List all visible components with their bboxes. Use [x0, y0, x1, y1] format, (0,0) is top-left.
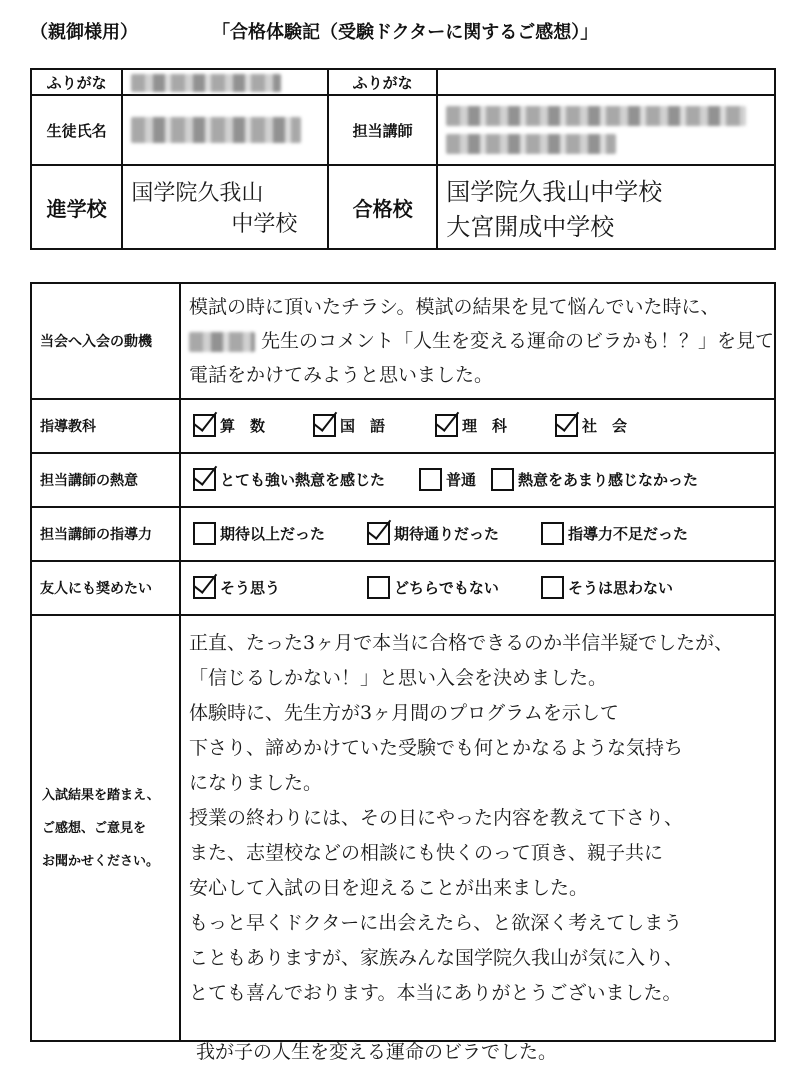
student-furigana-value [122, 69, 328, 95]
subject-option-social[interactable]: 社 会 [555, 414, 627, 437]
subjects-options [180, 399, 775, 453]
enthusiasm-option-normal[interactable]: 普通 [419, 468, 476, 491]
subjects-label: 指導教科 [31, 399, 180, 453]
enthusiasm-option-strong[interactable]: とても強い熱意を感じた [193, 468, 385, 491]
passed-school-value [437, 165, 775, 249]
school-line-1: 国学院久我山 [131, 181, 264, 206]
teaching-option-expected[interactable]: 期待通りだった [367, 522, 499, 545]
teacher-furigana-label: ふりがな [328, 69, 437, 95]
impressions-line: 安心して入試の日を迎えることが出来ました。 [188, 877, 588, 899]
teaching-label: 担当講師の指導力 [31, 507, 180, 561]
teacher-name-value [437, 95, 775, 165]
impressions-line: 授業の終わりには、その日にやった内容を教えて下さり、 [188, 807, 683, 829]
checkbox-icon[interactable] [419, 468, 442, 491]
teaching-options [180, 507, 775, 561]
impressions-line: 体験時に、先生方が3ヶ月間のプログラムを示して [188, 702, 619, 724]
checkbox-icon[interactable] [193, 576, 216, 599]
survey-table [30, 282, 776, 1042]
recommend-option-no[interactable]: そうは思わない [541, 576, 673, 599]
subject-option-science[interactable]: 理 科 [435, 414, 507, 437]
impressions-label-line: 入試結果を踏まえ、 [42, 787, 160, 803]
impressions-line: 下さり、諦めかけていた受験でも何とかなるような気持ち [188, 737, 683, 759]
student-info-table [30, 68, 776, 250]
checkbox-icon[interactable] [541, 576, 564, 599]
impressions-line: になりました。 [188, 772, 322, 794]
recommend-label: 友人にも奨めたい [31, 561, 180, 615]
passed-school-label: 合格校 [328, 165, 437, 249]
page-title: 「合格体験記（受験ドクターに関するご感想）」 [212, 22, 599, 43]
motive-line: 模試の時に頂いたチラシ。模試の結果を見て悩んでいた時に、 [188, 296, 720, 318]
checkbox-icon[interactable] [555, 414, 578, 437]
subject-option-japanese[interactable]: 国 語 [313, 414, 385, 437]
impressions-label [31, 615, 180, 1041]
impressions-answer [180, 615, 775, 1041]
school-label: 進学校 [31, 165, 122, 249]
checkbox-icon[interactable] [435, 414, 458, 437]
impressions-line: こともありますが、家族みんな国学院久我山が気に入り、 [188, 947, 683, 969]
teacher-label: 担当講師 [328, 95, 437, 165]
checkbox-icon[interactable] [491, 468, 514, 491]
checkbox-icon[interactable] [367, 576, 390, 599]
recommend-option-yes[interactable]: そう思う [193, 576, 280, 599]
impressions-line: もっと早くドクターに出会えたら、と欲深く考えてしまう [188, 912, 683, 934]
checkbox-icon[interactable] [193, 468, 216, 491]
motive-line: 電話をかけてみようと思いました。 [188, 364, 493, 386]
audience-label: （親御様用） [30, 22, 138, 43]
impressions-footer: 我が子の人生を変える運命のビラでした。 [196, 1041, 558, 1063]
enthusiasm-label: 担当講師の熱意 [31, 453, 180, 507]
impressions-line: また、志望校などの相談にも快くのって頂き、親子共に [188, 842, 664, 864]
motive-answer [180, 283, 775, 399]
school-line-2: 中学校 [231, 212, 298, 237]
passed-school-line-1: 国学院久我山中学校 [446, 178, 663, 206]
impressions-line: とても喜んでおります。本当にありがとうございました。 [188, 982, 682, 1004]
checkbox-icon[interactable] [193, 522, 216, 545]
motive-line [189, 324, 774, 358]
subject-option-math[interactable]: 算 数 [193, 414, 265, 437]
impressions-label-line: ご感想、ご意見を [42, 820, 147, 836]
student-name-value [122, 95, 328, 165]
checkbox-icon[interactable] [541, 522, 564, 545]
enthusiasm-options [180, 453, 775, 507]
checkbox-icon[interactable] [193, 414, 216, 437]
impressions-line: 「信じるしかない！」と思い入会を決めました。 [188, 667, 607, 689]
checkbox-icon[interactable] [313, 414, 336, 437]
teacher-furigana-value [437, 69, 775, 95]
student-furigana-label: ふりがな [31, 69, 122, 95]
passed-school-line-2: 大宮開成中学校 [446, 213, 615, 241]
recommend-option-neutral[interactable]: どちらでもない [367, 576, 499, 599]
impressions-line: 正直、たった3ヶ月で本当に合格できるのか半信半疑でしたが、 [188, 632, 734, 654]
motive-label: 当会へ入会の動機 [31, 283, 180, 399]
impressions-label-line: お聞かせください。 [42, 853, 160, 869]
teaching-option-below[interactable]: 指導力不足だった [541, 522, 688, 545]
recommend-options [180, 561, 775, 615]
checkbox-icon[interactable] [367, 522, 390, 545]
motive-line-text: 先生のコメント「人生を変える運命のビラかも！？」を見て [260, 330, 774, 352]
student-name-label: 生徒氏名 [31, 95, 122, 165]
school-value [122, 165, 328, 249]
enthusiasm-option-weak[interactable]: 熱意をあまり感じなかった [491, 468, 698, 491]
page-header [0, 10, 804, 50]
teaching-option-above[interactable]: 期待以上だった [193, 522, 325, 545]
